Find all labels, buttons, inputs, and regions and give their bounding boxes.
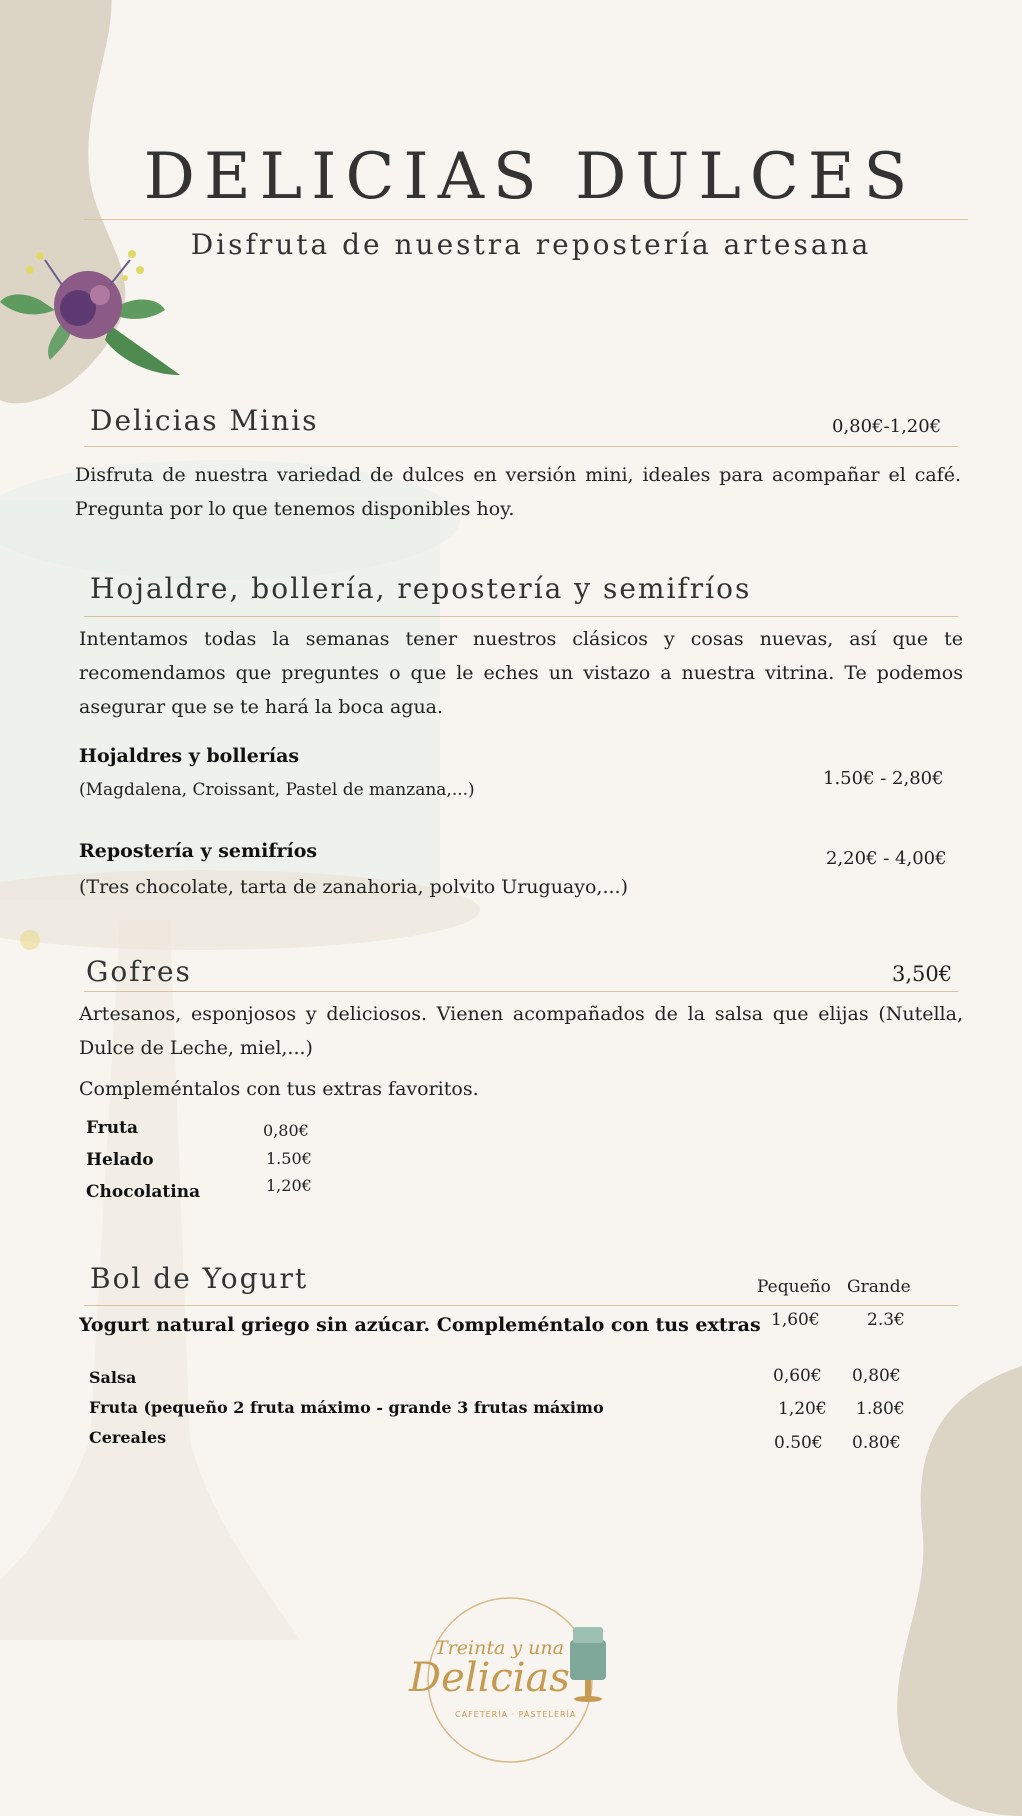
section-description-minis: Disfruta de nuestra variedad de dulces en versión mini, ideales para acompañar el café. Pregunta por lo que tenemos disponibles hoy.	[75, 464, 961, 520]
gofres-extra-price-helado: 1.50€	[266, 1149, 312, 1168]
gofres-extra-name-chocolatina: Chocolatina	[86, 1182, 201, 1202]
logo-line1: Treinta y una	[435, 1637, 564, 1659]
gofres-extra-price-fruta: 0,80€	[263, 1121, 309, 1140]
page-subtitle: Disfruta de nuestra repostería artesana	[190, 228, 872, 261]
flower-illustration	[0, 240, 190, 380]
section-divider-minis	[84, 446, 958, 447]
section-description-gofres: Artesanos, esponjosos y deliciosos. Vienen acompañados de la salsa que elijas (Nutella, Dulce de Leche, miel,...)	[79, 1003, 963, 1059]
section-description-hojaldre: Intentamos todas la semanas tener nuestros clásicos y cosas nuevas, así que te recomendamos que preguntes o que le eches un vistazo a nuestra vitrina. Te podemos asegurar que se te hará la boca agua.	[79, 628, 963, 718]
section-price-minis: 0,80€-1,20€	[832, 416, 942, 437]
yogurt-extra-small-fruta: 1,20€	[778, 1399, 827, 1419]
yogurt-extra-small-cereales: 0.50€	[774, 1433, 823, 1453]
section-divider-yogurt	[84, 1305, 958, 1306]
yogurt-extra-name-salsa: Salsa	[89, 1368, 137, 1387]
gofres-extra-price-chocolatina: 1,20€	[266, 1176, 312, 1195]
section-title-hojaldre: Hojaldre, bollería, repostería y semifríos	[90, 572, 752, 605]
logo-line2: Delicias	[409, 1655, 570, 1701]
section-title-minis: Delicias Minis	[90, 404, 319, 437]
section-price-gofres: 3,50€	[892, 962, 953, 986]
yogurt-col-large: Grande	[847, 1277, 911, 1297]
item-price-reposteria: 2,20€ - 4,00€	[826, 848, 947, 869]
brand-logo	[409, 1595, 615, 1765]
yogurt-col-small: Pequeño	[757, 1277, 831, 1297]
section-title-gofres: Gofres	[86, 955, 192, 988]
yogurt-extra-large-fruta: 1.80€	[856, 1399, 905, 1419]
yogurt-main-item: Yogurt natural griego sin azúcar. Compleméntalo con tus extras	[79, 1314, 761, 1336]
section-divider-gofres	[84, 991, 958, 992]
section-title-yogurt: Bol de Yogurt	[90, 1262, 309, 1295]
item-name-reposteria: Repostería y semifríos	[79, 840, 318, 862]
yogurt-main-price-small: 1,60€	[771, 1310, 820, 1330]
yogurt-extra-large-salsa: 0,80€	[852, 1366, 901, 1386]
page-title: DELICIAS DULCES	[143, 140, 917, 214]
item-detail-reposteria: (Tres chocolate, tarta de zanahoria, polvito Uruguayo,...)	[79, 876, 629, 898]
yogurt-extra-small-salsa: 0,60€	[773, 1366, 822, 1386]
section-divider-hojaldre	[84, 616, 958, 617]
item-detail-hojaldres: (Magdalena, Croissant, Pastel de manzana,...)	[79, 780, 475, 800]
gofres-extra-name-fruta: Fruta	[86, 1118, 138, 1138]
item-price-hojaldres: 1.50€ - 2,80€	[823, 768, 944, 789]
yogurt-extra-name-fruta: Fruta (pequeño 2 fruta máximo - grande 3 frutas máximo	[89, 1398, 604, 1417]
yogurt-main-price-large: 2.3€	[867, 1310, 905, 1330]
gofres-extra-name-helado: Helado	[86, 1150, 154, 1170]
yogurt-extra-large-cereales: 0.80€	[852, 1433, 901, 1453]
title-divider	[84, 219, 968, 220]
yogurt-extra-name-cereales: Cereales	[89, 1428, 167, 1447]
logo-tagline: CAFETERÍA · PASTELERÍA	[455, 1710, 577, 1719]
gofres-extras-intro: Compleméntalos con tus extras favoritos.	[79, 1078, 479, 1100]
item-name-hojaldres: Hojaldres y bollerías	[79, 745, 300, 767]
